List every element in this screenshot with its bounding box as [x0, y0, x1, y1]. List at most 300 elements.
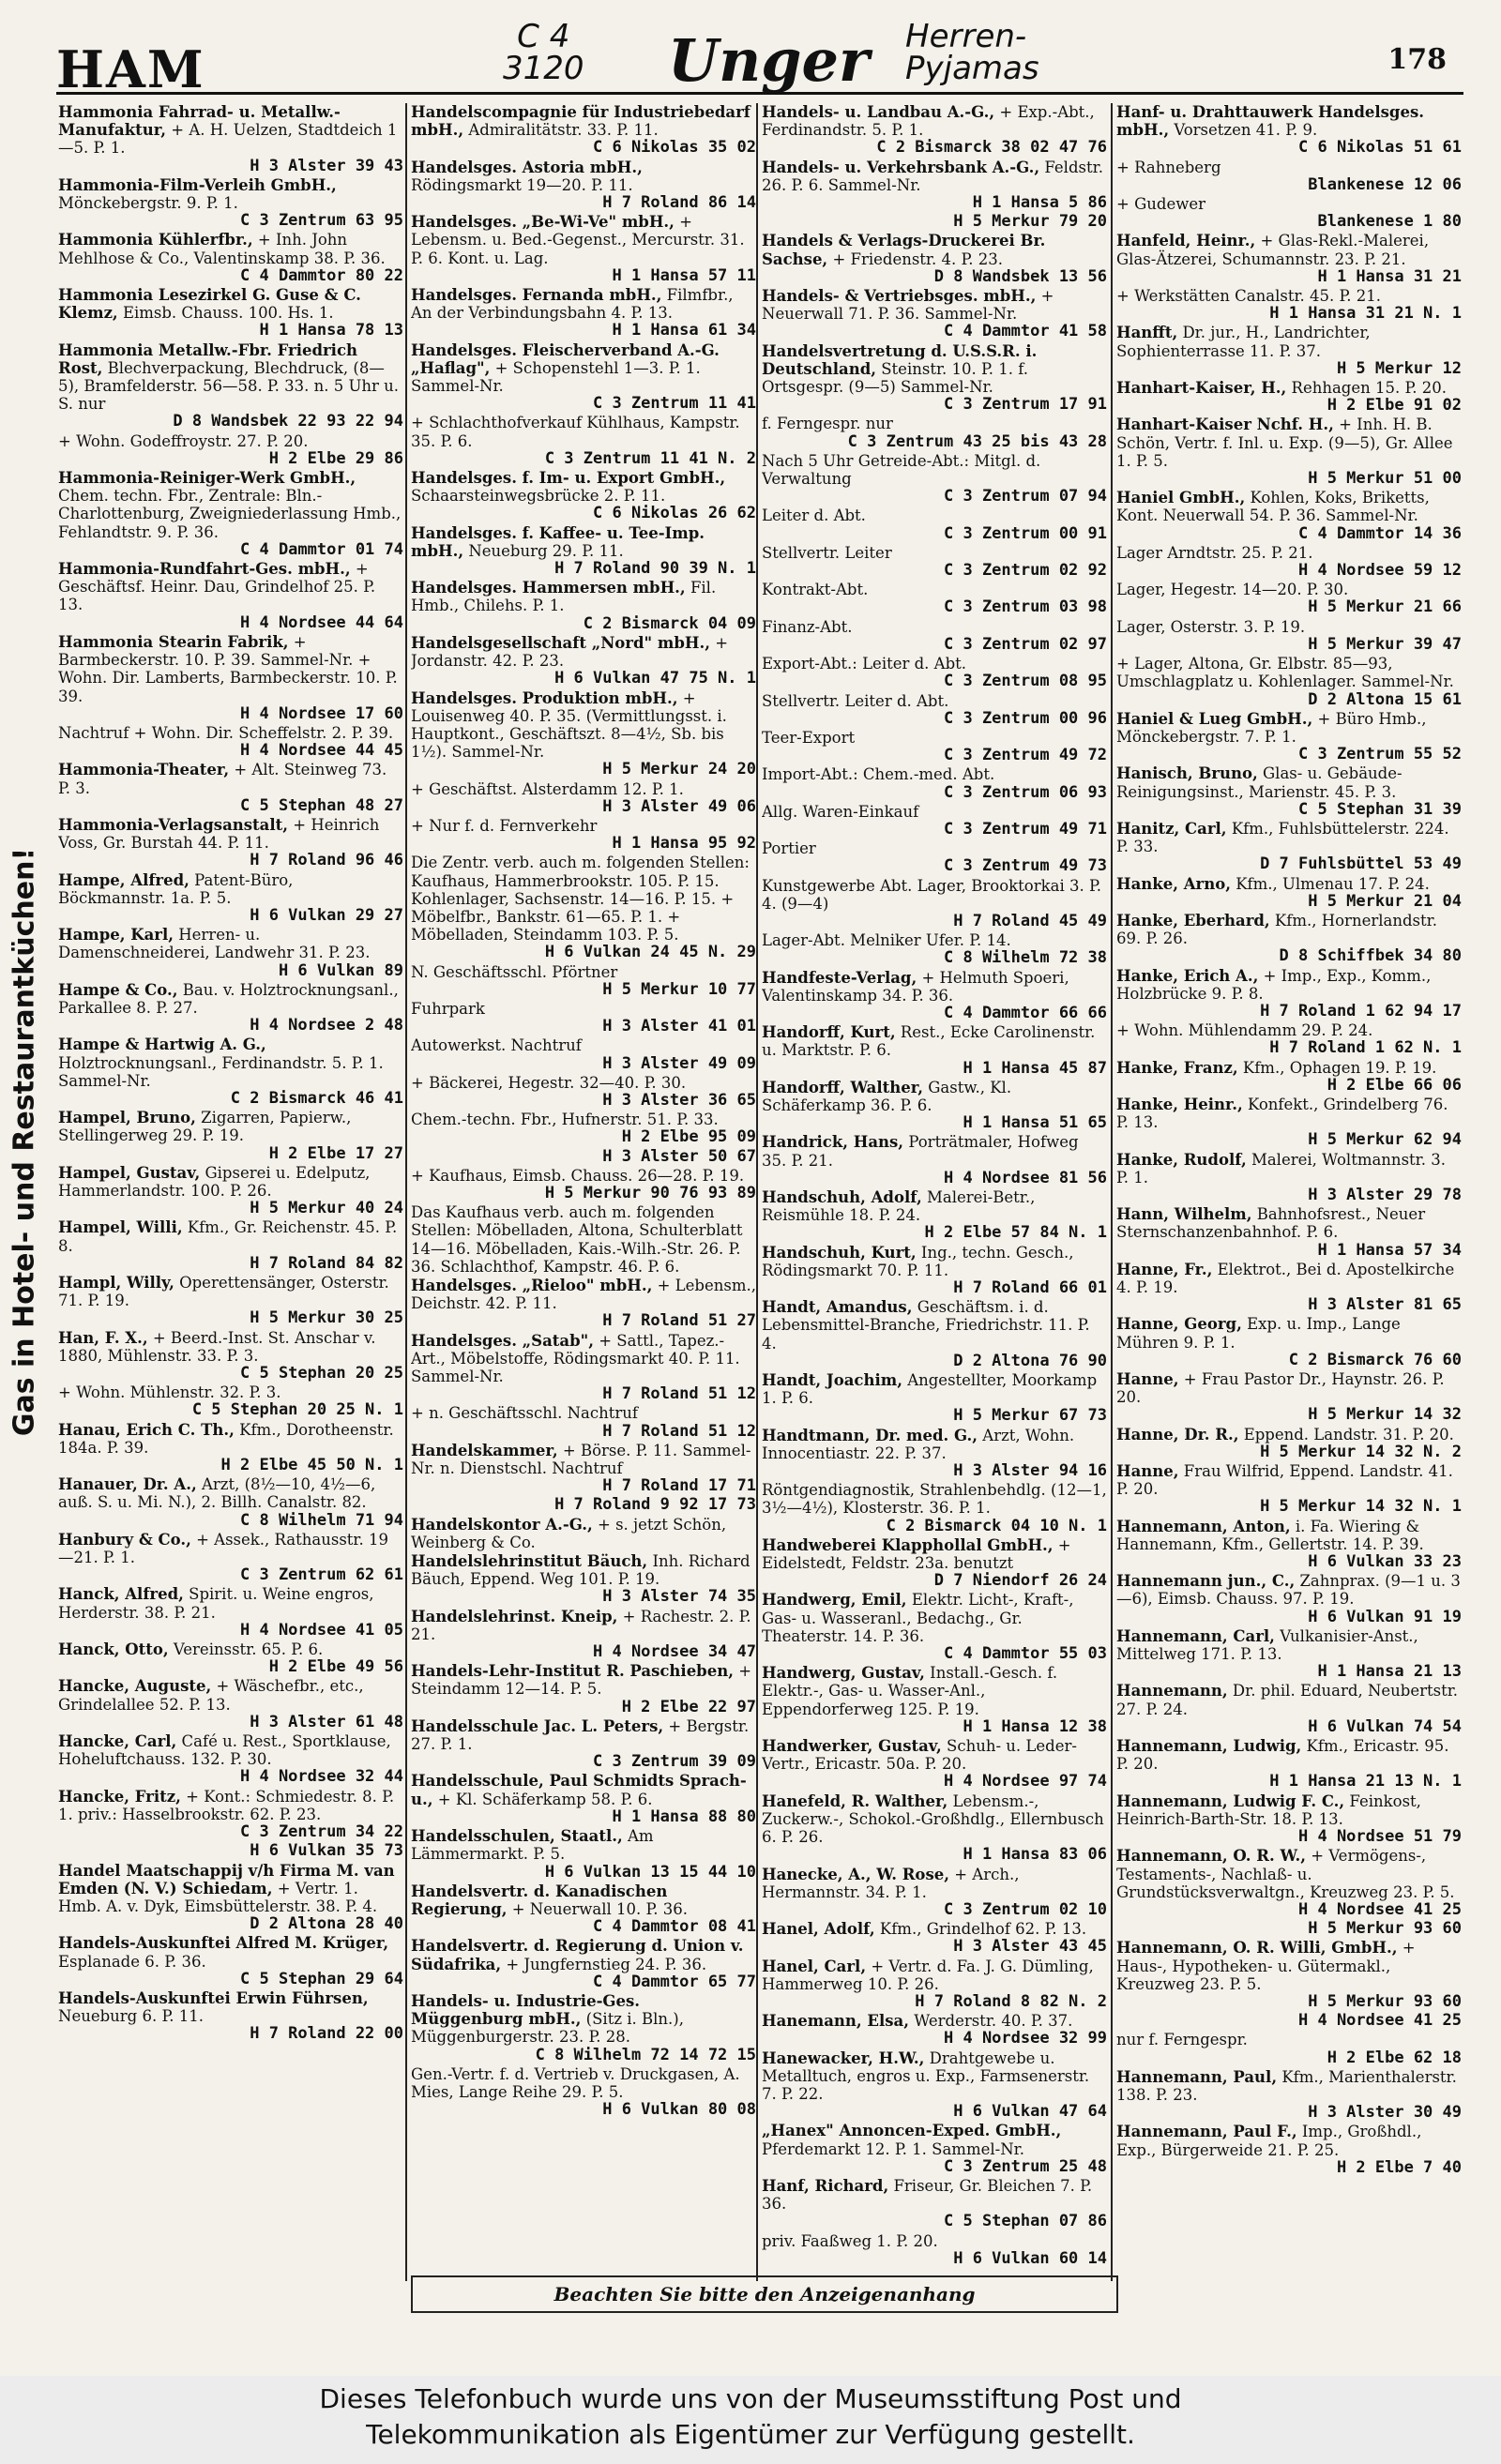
listing-entry — [58, 1842, 403, 1860]
listing-entry — [762, 1079, 1107, 1133]
entry-name: Handelsges. f. Im- u. Export GmbH., — [411, 469, 726, 488]
entry-name: Hanne, Georg, — [1116, 1315, 1242, 1334]
entry-detail: Angestellter, Moorkamp 1. P. 6. — [762, 1371, 1098, 1408]
entry-detail: Zigarren, Papierw., Stellingerweg 29. P. 19. — [58, 1109, 352, 1145]
entry-name: Handelsges. Hammersen mbH., — [411, 579, 686, 597]
listing-entry — [58, 432, 403, 468]
entry-name: Hanhart-Kaiser Nchf. H., — [1116, 416, 1334, 434]
credit-line-1: Dieses Telefonbuch wurde uns von der Museumsstiftung Post und — [319, 2383, 1182, 2414]
listing-entry — [58, 1218, 403, 1273]
entry-detail: + Lebensm. u. Bed.-Gegenst., Mercurstr. 31. P. 6. Kont. u. Lag. — [411, 213, 745, 267]
entry-detail: + Geschäftsf. Heinr. Dau, Grindelhof 25. P. 13. — [58, 560, 376, 614]
entry-name: Hanke, Arno, — [1116, 874, 1231, 893]
entry-detail: Drahtgewebe u. Metalltuch, engros u. Exp., Farmsenerstr. 7. P. 22. — [762, 2048, 1090, 2103]
entry-phone: H 5 Merkur 79 20 — [953, 212, 1107, 232]
entry-name: Hammonia Fahrrad- u. Metallw.-Manufaktur, — [58, 103, 341, 140]
listing-entry — [762, 618, 1107, 654]
entry-detail: (Sitz i. Bln.), Müggenburgerstr. 23. P. 28. — [411, 2010, 684, 2047]
entry-phone: C 8 Wilhelm 71 94 — [240, 1510, 403, 1530]
entry-detail: Mönckebergstr. 9. P. 1. — [58, 194, 238, 213]
entry-name: Hanne, — [1116, 1462, 1179, 1481]
entry-phone: H 4 Nordsee 32 99 — [944, 2029, 1107, 2048]
entry-phone: D 8 Wandsbek 13 56 — [933, 266, 1107, 286]
entry-phone: H 3 Alster 49 09 — [602, 1053, 756, 1073]
entry-name: Hampel, Gustav, — [58, 1163, 201, 1182]
entry-detail: + Jungfernstieg 24. P. 36. — [506, 1955, 707, 1973]
listing-entry — [411, 1203, 756, 1276]
entry-phone: C 3 Zentrum 03 98 — [944, 597, 1107, 617]
entry-phone: H 6 Vulkan 80 08 — [602, 2100, 756, 2120]
entry-phone: H 1 Hansa 21 13 N. 1 — [1269, 1772, 1462, 1791]
listing-entry — [411, 689, 756, 779]
entry-detail: Werderstr. 40. P. 37. — [914, 2012, 1073, 2031]
listing-entry — [762, 2049, 1107, 2122]
entry-phone: H 3 Alster 43 45 — [953, 1937, 1107, 1957]
listing-entry — [1116, 710, 1462, 764]
entry-phone: C 3 Zentrum 62 61 — [240, 1565, 403, 1585]
entry-name: Handelsges. „Rieloo" mbH., — [411, 1277, 653, 1294]
listing-entry — [762, 1737, 1107, 1791]
entry-name: Hampl, Willy, — [58, 1274, 174, 1292]
entry-phone: H 1 Hansa 5 86 — [972, 193, 1107, 213]
entry-detail: Fil. Hmb., Chilehs. P. 1. — [411, 579, 717, 615]
entry-name: Handelsschule, Paul Schmidts Sprach- u., — [411, 1772, 747, 1808]
entry-detail: + Bergstr. 27. P. 1. — [411, 1716, 750, 1754]
listing-entry — [1116, 379, 1462, 415]
listing-entry — [1116, 324, 1462, 378]
entry-detail: Herren- u. Damenschneiderei, Landwehr 31. P. 23. — [58, 926, 371, 962]
entry-name: Handfeste-Verlag, — [762, 968, 917, 987]
page-number: 178 — [1387, 43, 1447, 76]
entry-name: Hannemann, Paul, — [1116, 2067, 1278, 2086]
entry-phone: C 6 Nikolas 26 62 — [593, 504, 756, 523]
entry-phone: H 3 Alster 94 16 — [953, 1461, 1107, 1481]
entry-name: Handorff, Kurt, — [762, 1023, 896, 1042]
entry-phone: C 3 Zentrum 06 93 — [944, 782, 1107, 802]
entry-detail: Operettensänger, Osterstr. 71. P. 19. — [58, 1274, 389, 1310]
entry-phone: C 3 Zentrum 00 91 — [944, 523, 1107, 543]
entry-detail: + Exp.-Abt., Ferdinandstr. 5. P. 1. — [762, 103, 1095, 140]
listing-entry — [762, 506, 1107, 542]
entry-name: Hanauer, Dr. A., — [58, 1475, 197, 1494]
listing-entry — [1116, 1792, 1462, 1847]
entry-phone: H 4 Nordsee 41 25 — [1298, 2011, 1462, 2031]
entry-phone: H 5 Merkur 30 25 — [250, 1308, 403, 1328]
listing-entry — [762, 342, 1107, 415]
entry-detail: + Jordanstr. 42. P. 23. — [411, 633, 729, 671]
listing-entry — [1116, 875, 1462, 911]
entry-name: Handelsges. „Satab", — [411, 1331, 594, 1350]
entry-phone: H 3 Alster 61 48 — [250, 1712, 403, 1731]
listing-entry — [411, 1167, 756, 1202]
entry-detail: Rödingsmarkt 19—20. P. 11. — [411, 175, 633, 194]
entry-detail: Eimsb. Chauss. 100. Hs. 1. — [122, 304, 334, 323]
entry-detail: Fuhrpark — [411, 999, 485, 1018]
entry-detail: Neueburg 29. P. 11. — [468, 541, 624, 560]
entry-detail: Stellvertr. Leiter — [762, 543, 892, 562]
entry-detail: Imp., Großhdl., Exp., Bürgerweide 21. P. 25. — [1116, 2123, 1422, 2159]
entry-detail: + s. jetzt Schön, Weinberg & Co. — [411, 1515, 727, 1551]
entry-name: Handelsges. Astoria mbH., — [411, 158, 643, 176]
entry-name: Handels- u. Industrie-Ges. Müggenburg mbH., — [411, 1991, 641, 2029]
entry-phone: H 5 Merkur 14 32 — [1308, 1405, 1462, 1425]
entry-phone: C 5 Stephan 20 25 — [240, 1364, 403, 1383]
entry-phone: H 1 Hansa 57 34 — [1317, 1240, 1462, 1260]
entry-name: Handtmann, Dr. med. G., — [762, 1426, 978, 1444]
entry-detail: Ing., techn. Gesch., Rödingsmarkt 70. P. 11. — [762, 1243, 1074, 1279]
listing-column-2 — [411, 103, 756, 2281]
listing-entry — [762, 1536, 1107, 1591]
entry-name: Hanf- u. Drahttauwerk Handelsges. mbH., — [1116, 103, 1424, 140]
entry-detail: + Bäckerei, Hegestr. 32—40. P. 30. — [411, 1073, 687, 1092]
entry-phone: H 5 Merkur 67 73 — [953, 1406, 1107, 1426]
entry-phone: C 3 Zentrum 17 91 — [944, 395, 1107, 415]
entry-detail: Gastw., Kl. Schäferkamp 36. P. 6. — [762, 1078, 1012, 1114]
entry-name: Handelsschulen, Staatl., — [411, 1827, 623, 1846]
entry-phone: H 5 Merkur 90 76 93 89 — [544, 1183, 756, 1202]
entry-phone: D 2 Altona 76 90 — [953, 1351, 1107, 1370]
listing-entry — [762, 2232, 1107, 2268]
entry-name: Hanau, Erich C. Th., — [58, 1420, 235, 1439]
entry-phone: C 3 Zentrum 49 73 — [944, 856, 1107, 876]
listing-entry — [411, 1074, 756, 1110]
entry-phone: H 6 Vulkan 89 — [278, 960, 403, 980]
entry-phone: C 2 Bismarck 76 60 — [1288, 1350, 1462, 1369]
entry-name: Hammonia Stearin Fabrik, — [58, 632, 289, 651]
listing-entry — [58, 341, 403, 431]
entry-detail: + Rachestr. 2. P. 21. — [411, 1607, 751, 1643]
entry-phone: H 4 Nordsee 32 44 — [240, 1767, 403, 1787]
listing-entry — [762, 1188, 1107, 1243]
entry-name: Hannemann jun., C., — [1116, 1572, 1296, 1591]
entry-phone: H 7 Roland 1 62 N. 1 — [1269, 1038, 1462, 1058]
entry-phone: H 6 Vulkan 24 45 N. 29 — [544, 943, 756, 962]
listing-entry — [1116, 1205, 1462, 1260]
entry-phone: H 4 Nordsee 97 74 — [944, 1772, 1107, 1791]
listing-entry — [411, 1937, 756, 1991]
entry-name: Handrick, Hans, — [762, 1133, 904, 1152]
entry-name: Handels- & Vertriebsges. mbH., — [762, 287, 1037, 306]
entry-phone: H 3 Alster 50 67 — [602, 1146, 756, 1166]
entry-detail: i. Fa. Wiering & Hannemann, Kfm., Gellertstr. 14. P. 39. — [1116, 1517, 1424, 1553]
entry-phone: H 7 Roland 22 00 — [250, 2024, 403, 2044]
entry-phone: H 5 Merkur 62 94 — [1308, 1130, 1462, 1150]
listing-entry — [762, 544, 1107, 580]
entry-detail: Bau. v. Holztrocknungsanl., Parkallee 8. P. 27. — [58, 980, 399, 1017]
column-divider — [1111, 103, 1113, 2281]
entry-detail: + Wäschefbr., etc., Grindelallee 52. P. 13. — [58, 1677, 364, 1714]
entry-phone: H 6 Vulkan 47 75 N. 1 — [554, 669, 756, 688]
entry-detail: Inh. Richard Bäuch, Eppend. Weg 101. P. 19. — [411, 1552, 750, 1589]
ad-code-line1: C 4 — [517, 18, 570, 55]
entry-phone: H 1 Hansa 31 21 — [1317, 266, 1462, 286]
listing-entry — [1116, 544, 1462, 580]
ad-brand: Unger — [668, 26, 870, 95]
listing-entry — [762, 159, 1107, 213]
entry-name: Hampel, Willi, — [58, 1218, 183, 1237]
listing-entry — [762, 877, 1107, 931]
entry-detail: Kfm., Ophagen 19. P. 19. — [1242, 1058, 1437, 1077]
entry-name: „Hanex" Annoncen-Exped. GmbH., — [762, 2122, 1062, 2140]
entry-phone: H 5 Merkur 24 20 — [602, 760, 756, 779]
entry-detail: + Helmuth Spoeri, Valentinskamp 34. P. 36. — [762, 968, 1069, 1005]
listing-entry — [411, 1882, 756, 1937]
entry-phone: H 1 Hansa 61 34 — [612, 321, 756, 340]
entry-name: Hanck, Alfred, — [58, 1585, 184, 1604]
entry-name: Handschuh, Adolf, — [762, 1187, 922, 1206]
entry-detail: + Heinrich Voss, Gr. Burstah 44. P. 11. — [58, 815, 380, 853]
entry-phone: H 4 Nordsee 17 60 — [240, 703, 403, 723]
entry-detail: + Arch., Hermannstr. 34. P. 1. — [762, 1865, 1020, 1901]
listing-entry — [762, 287, 1107, 341]
entry-detail: Gen.-Vertr. f. d. Vertrieb v. Druckgasen, A. Mies, Lange Reihe 29. P. 5. — [411, 2064, 740, 2101]
entry-phone: C 3 Zentrum 43 25 bis 43 28 — [847, 431, 1107, 451]
entry-phone: H 7 Roland 17 71 — [602, 1476, 756, 1496]
listing-entry — [411, 1827, 756, 1882]
entry-detail: + Sattl., Tapez.-Art., Möbelstoffe, Rödingsmarkt 40. P. 11. Sammel-Nr. — [411, 1331, 740, 1386]
entry-phone: C 4 Dammtor 80 22 — [240, 265, 403, 285]
listing-entry — [1116, 2068, 1462, 2123]
entry-name: Hanhart-Kaiser, H., — [1116, 379, 1287, 398]
listing-entry — [762, 1427, 1107, 1481]
entry-name: Handelskammer, — [411, 1441, 558, 1459]
entry-detail: Kfm., Gr. Reichenstr. 45. P. 8. — [58, 1218, 398, 1255]
entry-phone: H 6 Vulkan 91 19 — [1308, 1607, 1462, 1626]
listing-entry — [58, 1383, 403, 1419]
entry-phone: H 3 Alster 74 35 — [602, 1587, 756, 1607]
entry-detail: Porträtmaler, Hofweg 35. P. 21. — [762, 1133, 1079, 1170]
entry-detail: Portier — [762, 839, 816, 858]
listing-entry — [411, 1148, 756, 1166]
listing-entry — [411, 579, 756, 633]
entry-phone: H 2 Elbe 49 56 — [268, 1657, 403, 1677]
entry-name: Haniel GmbH., — [1116, 489, 1246, 507]
entry-phone: C 3 Zentrum 11 41 — [593, 394, 756, 414]
entry-phone: H 5 Merkur 12 — [1336, 358, 1462, 378]
entry-detail: Vereinsstr. 65. P. 6. — [173, 1640, 324, 1659]
listing-entry — [1116, 1737, 1462, 1791]
listing-entry — [1116, 2123, 1462, 2177]
listing-entry — [411, 634, 756, 688]
credit-line-2: Telekommunikation als Eigentümer zur Verfügung gestellt. — [366, 2419, 1135, 2450]
listing-entry — [411, 1036, 756, 1072]
side-advertisement-text: Gas in Hotel- und Restaurantküchen! — [8, 847, 41, 1437]
entry-detail: Kfm., Dorotheenstr. 184a. P. 39. — [58, 1420, 394, 1457]
entry-detail: Leiter d. Abt. — [762, 506, 866, 525]
entry-detail: Kfm., Marienthalerstr. 138. P. 23. — [1116, 2067, 1457, 2104]
listing-entry — [411, 1496, 756, 1514]
entry-detail: Kfm., Fuhlsbüttelerstr. 224. P. 33. — [1116, 819, 1449, 856]
entry-phone: C 3 Zentrum 63 95 — [240, 211, 403, 231]
entry-phone: H 4 Nordsee 51 79 — [1298, 1827, 1462, 1847]
listing-entry — [1116, 820, 1462, 874]
entry-phone: H 6 Vulkan 74 54 — [1308, 1716, 1462, 1736]
column-divider — [756, 103, 758, 2281]
entry-name: Hannemann, — [1116, 1682, 1228, 1701]
entry-name: Hanke, Franz, — [1116, 1058, 1238, 1077]
page-header — [56, 18, 1463, 99]
entry-phone: H 1 Hansa 21 13 — [1317, 1662, 1462, 1682]
entry-name: Hannemann, O. R. Willi, GmbH., — [1116, 1939, 1398, 1958]
entry-name: Hancke, Carl, — [58, 1732, 177, 1751]
entry-phone: C 3 Zentrum 02 97 — [944, 634, 1107, 654]
listing-column-4 — [1116, 103, 1462, 2281]
listing-entry — [1116, 618, 1462, 654]
entry-name: Handelsges. Fernanda mbH., — [411, 286, 662, 305]
listing-entry — [1116, 287, 1462, 323]
entry-detail: Holztrocknungsanl., Ferdinandstr. 5. P. 1. Sammel-Nr. — [58, 1053, 384, 1090]
entry-detail: Autowerkst. Nachtruf — [411, 1036, 582, 1055]
entry-detail: Kfm., Ericastr. 95. P. 20. — [1116, 1737, 1449, 1774]
listing-entry — [1116, 1462, 1462, 1517]
entry-name: Hanisch, Bruno, — [1116, 764, 1258, 783]
listing-entry — [1116, 103, 1462, 158]
entry-detail: Elektr. Licht-, Kraft-, Gas- u. Wasseranl., Bedachg., Gr. Theaterstr. 14. P. 36. — [762, 1591, 1074, 1645]
listing-entry — [58, 1035, 403, 1108]
entry-detail: Frau Wilfrid, Eppend. Landstr. 41. P. 20. — [1116, 1462, 1453, 1499]
entry-phone: H 6 Vulkan 33 23 — [1308, 1552, 1462, 1572]
listing-entry — [58, 469, 403, 559]
entry-phone: H 3 Alster 39 43 — [250, 156, 403, 175]
listing-entry — [411, 159, 756, 213]
entry-name: Hampel, Bruno, — [58, 1109, 196, 1127]
listing-entry — [411, 469, 756, 523]
entry-detail: + Alt. Steinweg 73. P. 3. — [58, 761, 387, 797]
listing-entry — [762, 1664, 1107, 1736]
entry-detail: Blechverpackung, Blechdruck, (8—5), Bramfelderstr. 56—58. P. 33. n. 5 Uhr u. S. nur — [58, 358, 400, 414]
entry-detail: N. Geschäftsschl. Pförtner — [411, 962, 618, 981]
listing-entry — [1116, 1682, 1462, 1736]
entry-phone: H 6 Vulkan 60 14 — [953, 2248, 1107, 2268]
entry-name: Hammonia Lesezirkel G. Guse & C. Klemz, — [58, 286, 361, 323]
entry-phone: C 3 Zentrum 55 52 — [1298, 745, 1462, 764]
entry-detail: Neueburg 6. P. 11. — [58, 2007, 204, 2026]
entry-detail: Teer-Export — [762, 728, 856, 747]
listing-entry — [762, 1591, 1107, 1663]
listing-entry — [762, 839, 1107, 875]
entry-phone: C 4 Dammtor 65 77 — [593, 1972, 756, 1991]
listing-entry — [762, 1920, 1107, 1956]
listing-entry — [1116, 1426, 1462, 1461]
listing-entry — [762, 213, 1107, 231]
entry-detail: + Rahneberg — [1116, 158, 1221, 176]
entry-name: Hanewacker, H.W., — [762, 2048, 925, 2067]
listing-column-1 — [58, 103, 403, 2281]
entry-detail: Dr. phil. Eduard, Neubertstr. 27. P. 24. — [1116, 1682, 1459, 1718]
entry-detail: Friseur, Gr. Bleichen 7. P. 36. — [762, 2176, 1093, 2214]
listing-entry — [58, 1862, 403, 1934]
entry-phone: C 5 Stephan 20 25 N. 1 — [191, 1400, 403, 1420]
entry-detail: Stellvertr. Leiter d. Abt. — [762, 691, 949, 710]
entry-detail: + Wohn. Mühlenstr. 32. P. 3. — [58, 1383, 281, 1402]
entry-detail: Finanz-Abt. — [762, 617, 853, 636]
entry-detail: + Vertr. 1. Hmb. A. v. Dyk, Eimsbüttelerstr. 38. P. 4. — [58, 1879, 378, 1915]
entry-phone: C 4 Dammtor 55 03 — [944, 1644, 1107, 1664]
listing-entry — [411, 1552, 756, 1607]
entry-name: Handelsschule Jac. L. Peters, — [411, 1716, 664, 1735]
entry-phone: H 1 Hansa 78 13 — [259, 321, 403, 340]
entry-detail: Glas- u. Gebäude-Reinigungsinst., Marienstr. 45. P. 3. — [1116, 764, 1402, 801]
listing-entry — [1116, 1315, 1462, 1369]
ad-brand-subtitle-line1: Herren- — [905, 18, 1027, 55]
listing-entry — [411, 1608, 756, 1662]
entry-detail: Pferdemarkt 12. P. 1. Sammel-Nr. — [762, 2139, 1024, 2158]
entry-detail: Spirit. u. Weine engros, Herderstr. 38. P. 21. — [58, 1585, 374, 1622]
entry-name: Handt, Joachim, — [762, 1371, 902, 1390]
entry-phone: H 4 Nordsee 44 45 — [240, 741, 403, 761]
entry-detail: Eppend. Landstr. 31. P. 20. — [1243, 1425, 1454, 1444]
entry-phone: H 2 Elbe 57 84 N. 1 — [924, 1223, 1107, 1243]
entry-phone: H 2 Elbe 62 18 — [1327, 2048, 1462, 2067]
section-heading: HAM — [56, 39, 205, 99]
entry-detail: Geschäftsm. i. d. Lebensmittel-Branche, Friedrichstr. 11. P. 4. — [762, 1298, 1090, 1353]
entry-name: Hanemann, Elsa, — [762, 2012, 909, 2031]
listing-entry — [411, 1000, 756, 1035]
entry-detail: + Gudewer — [1116, 195, 1205, 214]
entry-detail: Vorsetzen 41. P. 9. — [1174, 121, 1318, 140]
entry-phone: H 3 Alster 49 06 — [602, 796, 756, 816]
entry-phone: H 1 Hansa 31 21 N. 1 — [1269, 304, 1462, 324]
entry-name: Hannemann, Ludwig, — [1116, 1737, 1302, 1756]
entry-name: Handelsvertr. d. Kanadischen Regierung, — [411, 1882, 668, 1918]
listing-entry — [411, 103, 756, 158]
listing-entry — [1116, 912, 1462, 966]
entry-name: Handels- u. Landbau A.-G., — [762, 103, 995, 121]
entry-phone: H 1 Hansa 45 87 — [963, 1058, 1107, 1078]
entry-detail: + Louisenweg 40. P. 35. (Vermittlungsst. i. Hauptkont., Geschäftszt. 8—4½, Sb. bis 1½). Sammel-Nr. — [411, 688, 727, 762]
entry-phone: C 4 Dammtor 66 66 — [944, 1003, 1107, 1022]
entry-name: Hammonia-Film-Verleih GmbH., — [58, 175, 337, 194]
listing-entry — [58, 871, 403, 926]
entry-name: Hanitz, Carl, — [1116, 819, 1227, 838]
entry-name: Hampe & Co., — [58, 980, 178, 999]
entry-detail: + Börse. P. 11. Sammel-Nr. n. Dienstschl. Nachtruf — [411, 1441, 751, 1478]
entry-phone: H 2 Elbe 95 09 — [621, 1127, 756, 1147]
entry-detail: Bahnhofsrest., Neuer Sternschanzenbahnhof. P. 6. — [1116, 1205, 1426, 1242]
listing-entry — [58, 1677, 403, 1731]
listing-entry — [762, 415, 1107, 450]
entry-name: Handelsges. Produktion mbH., — [411, 688, 678, 707]
entry-phone: H 2 Elbe 29 86 — [268, 448, 403, 468]
listing-entry — [1116, 1572, 1462, 1626]
listing-entry — [762, 655, 1107, 690]
entry-name: Haniel & Lueg GmbH., — [1116, 709, 1313, 728]
entry-detail: Schaarsteinwegsbrücke 2. P. 11. — [411, 487, 666, 506]
entry-phone: C 3 Zentrum 02 10 — [944, 1899, 1107, 1919]
entry-detail: Die Zentr. verb. auch m. folgenden Stellen: Kaufhaus, Hammerbrookstr. 105. P. 15. Kohlenlager, Sachsenstr. 14—16. P. 15. + Möbelfbr., Bankstr. 61—65. P. 1. + Möbelladen, Steindamm 103. P. 5. — [411, 854, 750, 945]
listing-entry — [1116, 489, 1462, 543]
entry-name: Hancke, Auguste, — [58, 1677, 212, 1696]
footer-note: Beachten Sie bitte den Anzeigenanhang — [411, 2275, 1118, 2313]
entry-phone: C 4 Dammtor 08 41 — [593, 1917, 756, 1937]
entry-name: Handelsvertretung d. U.S.S.R. i. Deutschland, — [762, 341, 1038, 378]
entry-detail: + Werkstätten Canalstr. 45. P. 21. — [1116, 287, 1382, 306]
listing-entry — [58, 1109, 403, 1163]
listing-entry — [58, 981, 403, 1035]
entry-detail: nur f. Ferngespr. — [1116, 2031, 1248, 2049]
entry-detail: + Haus-, Hypotheken- u. Gütermakl., Kreuzweg 23. P. 5. — [1116, 1939, 1416, 1993]
entry-phone: Blankenese 12 06 — [1308, 174, 1462, 194]
entry-name: Handelscompagnie für Industriebedarf mbH., — [411, 103, 750, 140]
entry-phone: C 4 Dammtor 41 58 — [944, 322, 1107, 341]
entry-detail: + Steindamm 12—14. P. 5. — [411, 1662, 752, 1699]
listing-entry — [762, 765, 1107, 801]
entry-name: Hanne, Dr. R., — [1116, 1425, 1239, 1444]
entry-phone: H 2 Elbe 91 02 — [1327, 396, 1462, 416]
entry-phone: H 1 Hansa 57 11 — [612, 265, 756, 285]
listing-entry — [762, 2122, 1107, 2176]
entry-phone: C 3 Zentrum 00 96 — [944, 708, 1107, 728]
